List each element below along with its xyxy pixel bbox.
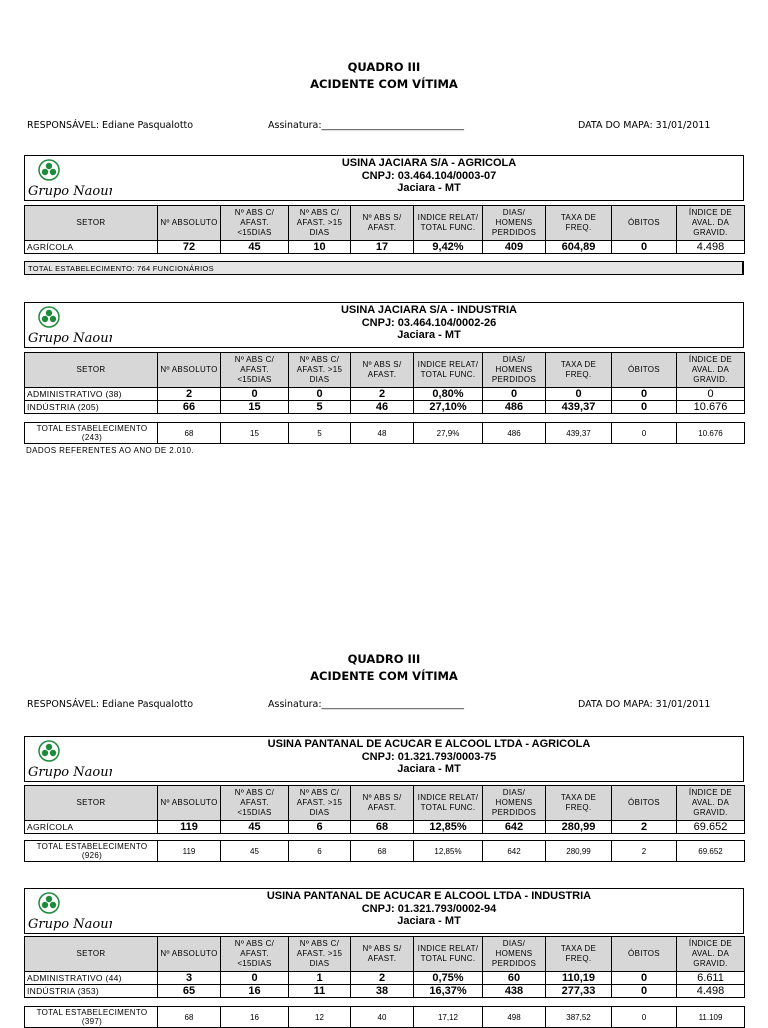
col-header: ÍNDICE DE AVAL. DA GRAVID. [677, 353, 745, 388]
cell: 68 [351, 841, 414, 862]
cell: 68 [158, 1007, 221, 1028]
cell: 11 [289, 985, 351, 998]
col-header: Nº ABS S/ AFAST. [351, 786, 414, 821]
col-header: SETOR [25, 786, 158, 821]
cell: AGRÍCOLA [25, 821, 158, 834]
accident-table [24, 785, 745, 834]
cell: 10.676 [677, 401, 745, 414]
cell: 40 [351, 1007, 414, 1028]
table-row [25, 388, 745, 401]
total-row [25, 1007, 745, 1028]
company-city: Jaciara - MT [397, 182, 461, 194]
cell: 45 [221, 241, 289, 254]
table-row [25, 972, 745, 985]
cell: TOTAL ESTABELECIMENTO (397) [25, 1007, 158, 1028]
logo-wordmark: Grupo Naoum [28, 917, 112, 931]
cell: 2 [612, 841, 677, 862]
cell: 4.498 [677, 985, 745, 998]
col-header: ÓBITOS [612, 206, 677, 241]
company-name: USINA JACIARA S/A - AGRICOLA [341, 157, 517, 169]
cell: 2 [351, 388, 414, 401]
cell: 0 [677, 388, 745, 401]
company-cnpj: CNPJ: 01.321.793/0002-94 [361, 902, 497, 915]
col-header: ÍNDICE DE AVAL. DA GRAVID. [677, 786, 745, 821]
cell: 48 [351, 423, 414, 444]
col-header: Nº ABS C/ AFAST. <15DIAS [221, 353, 289, 388]
company-cnpj: CNPJ: 03.464.104/0003-07 [361, 169, 497, 182]
cell: 439,37 [546, 401, 612, 414]
cell: 0 [221, 972, 289, 985]
cell: 15 [221, 401, 289, 414]
table-header-row [25, 937, 745, 972]
responsavel-row [0, 699, 768, 713]
col-header: DIAS/ HOMENS PERDIDOS [483, 937, 546, 972]
data-note: DADOS REFERENTES AO ANO DE 2.010. [26, 446, 194, 455]
cell: 119 [158, 841, 221, 862]
block-header [24, 302, 744, 348]
col-header: Nº ABS C/ AFAST. >15 DIAS [289, 786, 351, 821]
cell: 4.498 [677, 241, 745, 254]
cell: 0 [612, 241, 677, 254]
company-name: USINA PANTANAL DE ACUCAR E ALCOOL LTDA - AGRICOLA [267, 738, 591, 750]
company-city: Jaciara - MT [397, 915, 461, 927]
cell: 46 [351, 401, 414, 414]
table-row [25, 985, 745, 998]
col-header: Nº ABS C/ AFAST. >15 DIAS [289, 353, 351, 388]
cell: 10.676 [677, 423, 745, 444]
table-header-row [25, 206, 745, 241]
cell: 9,42% [414, 241, 483, 254]
quadro-title: QUADRO III [347, 652, 421, 666]
cell: 0 [483, 388, 546, 401]
logo-wordmark: Grupo Naoum [28, 331, 112, 345]
cell: 277,33 [546, 985, 612, 998]
col-header: ÍNDICE DE AVAL. DA GRAVID. [677, 937, 745, 972]
total-row [25, 423, 745, 444]
cell: 280,99 [546, 841, 612, 862]
accident-table [24, 936, 745, 998]
cell: 68 [158, 423, 221, 444]
quadro-subtitle: ACIDENTE COM VÍTIMA [310, 77, 458, 91]
cell: TOTAL ESTABELECIMENTO (926) [25, 841, 158, 862]
cell: 72 [158, 241, 221, 254]
col-header: INDICE RELAT/ TOTAL FUNC. [414, 353, 483, 388]
col-header: TAXA DE FREQ. [546, 353, 612, 388]
assinatura-text: Assinatura:______________________________ [268, 699, 465, 710]
cell: 6 [289, 821, 351, 834]
company-cnpj: CNPJ: 03.464.104/0002-26 [361, 316, 497, 329]
cell: 642 [483, 841, 546, 862]
cell: 17 [351, 241, 414, 254]
cell: 12 [289, 1007, 351, 1028]
company-name: USINA PANTANAL DE ACUCAR E ALCOOL LTDA - INDUSTRIA [266, 890, 592, 902]
cell: 15 [221, 423, 289, 444]
cell: 0 [612, 985, 677, 998]
col-header: SETOR [25, 206, 158, 241]
cell: 486 [483, 423, 546, 444]
total-table [24, 840, 745, 862]
cell: 12,85% [414, 841, 483, 862]
grupo-naoum-logo [28, 891, 112, 931]
block-header [24, 888, 744, 934]
cell: 0 [612, 1007, 677, 1028]
total-estabelecimento-line: TOTAL ESTABELECIMENTO: 764 FUNCIONÁRIOS [24, 261, 744, 275]
col-header: Nº ABS S/ AFAST. [351, 937, 414, 972]
cell: 2 [158, 388, 221, 401]
cell: 438 [483, 985, 546, 998]
cell: 6.611 [677, 972, 745, 985]
data-mapa-text: DATA DO MAPA: 31/01/2011 [578, 120, 711, 131]
grupo-naoum-logo [28, 305, 112, 345]
cell: ADMINISTRATIVO (38) [25, 388, 158, 401]
col-header: TAXA DE FREQ. [546, 786, 612, 821]
cell: 65 [158, 985, 221, 998]
cell: AGRÍCOLA [25, 241, 158, 254]
block-header [24, 155, 744, 201]
table-header-row [25, 353, 745, 388]
table-row [25, 401, 745, 414]
cell: 0 [612, 423, 677, 444]
col-header: Nº ABS C/ AFAST. <15DIAS [221, 786, 289, 821]
col-header: Nº ABS C/ AFAST. <15DIAS [221, 206, 289, 241]
cell: INDÚSTRIA (205) [25, 401, 158, 414]
col-header: INDICE RELAT/ TOTAL FUNC. [414, 206, 483, 241]
cell: 2 [612, 821, 677, 834]
company-city: Jaciara - MT [397, 763, 461, 775]
col-header: SETOR [25, 937, 158, 972]
cell: 498 [483, 1007, 546, 1028]
col-header: DIAS/ HOMENS PERDIDOS [483, 206, 546, 241]
cell: 45 [221, 841, 289, 862]
cell: TOTAL ESTABELECIMENTO (243) [25, 423, 158, 444]
quadro-title: QUADRO III [347, 60, 421, 74]
cell: 45 [221, 821, 289, 834]
cell: 60 [483, 972, 546, 985]
cell: 0 [546, 388, 612, 401]
data-mapa-text: DATA DO MAPA: 31/01/2011 [578, 699, 711, 710]
cell: 0 [221, 388, 289, 401]
cell: 38 [351, 985, 414, 998]
col-header: ÓBITOS [612, 353, 677, 388]
cell: 387,52 [546, 1007, 612, 1028]
col-header: Nº ABSOLUTO [158, 353, 221, 388]
col-header: ÓBITOS [612, 937, 677, 972]
total-table [24, 422, 745, 444]
company-cnpj: CNPJ: 01.321.793/0003-75 [361, 750, 497, 763]
col-header: Nº ABS S/ AFAST. [351, 206, 414, 241]
company-city: Jaciara - MT [397, 329, 461, 341]
col-header: SETOR [25, 353, 158, 388]
col-header: Nº ABS C/ AFAST. >15 DIAS [289, 206, 351, 241]
col-header: INDICE RELAT/ TOTAL FUNC. [414, 786, 483, 821]
table-row [25, 821, 745, 834]
col-header: Nº ABSOLUTO [158, 786, 221, 821]
cell: 11.109 [677, 1007, 745, 1028]
table-header-row [25, 786, 745, 821]
cell: 3 [158, 972, 221, 985]
quadro-subtitle: ACIDENTE COM VÍTIMA [310, 669, 458, 683]
table-row [25, 241, 745, 254]
logo-wordmark: Grupo Naoum [28, 765, 112, 779]
accident-table [24, 352, 745, 414]
responsavel-row [0, 120, 768, 134]
cell: 0 [289, 388, 351, 401]
cell: 486 [483, 401, 546, 414]
cell: 642 [483, 821, 546, 834]
col-header: Nº ABSOLUTO [158, 206, 221, 241]
company-name: USINA JACIARA S/A - INDUSTRIA [340, 304, 517, 316]
cell: 16 [221, 985, 289, 998]
cell: 16,37% [414, 985, 483, 998]
cell: 69.652 [677, 821, 745, 834]
col-header: TAXA DE FREQ. [546, 937, 612, 972]
cell: 66 [158, 401, 221, 414]
assinatura-text: Assinatura:______________________________ [268, 120, 465, 131]
cell: 10 [289, 241, 351, 254]
grupo-naoum-logo [28, 158, 112, 198]
col-header: INDICE RELAT/ TOTAL FUNC. [414, 937, 483, 972]
responsavel-text: RESPONSÁVEL: Ediane Pasqualotto [27, 699, 194, 710]
responsavel-text: RESPONSÁVEL: Ediane Pasqualotto [27, 120, 194, 131]
col-header: Nº ABS C/ AFAST. >15 DIAS [289, 937, 351, 972]
total-row [25, 841, 745, 862]
cell: 27,10% [414, 401, 483, 414]
grupo-naoum-logo [28, 739, 112, 779]
logo-wordmark: Grupo Naoum [28, 184, 112, 198]
col-header: Nº ABS S/ AFAST. [351, 353, 414, 388]
col-header: ÓBITOS [612, 786, 677, 821]
cell: 12,85% [414, 821, 483, 834]
cell: 604,89 [546, 241, 612, 254]
cell: 17,12 [414, 1007, 483, 1028]
cell: 280,99 [546, 821, 612, 834]
cell: 439,37 [546, 423, 612, 444]
cell: 409 [483, 241, 546, 254]
cell: 69.652 [677, 841, 745, 862]
cell: 110,19 [546, 972, 612, 985]
cell: 0 [612, 401, 677, 414]
cell: 5 [289, 423, 351, 444]
cell: 0 [612, 972, 677, 985]
cell: 68 [351, 821, 414, 834]
cell: 0,80% [414, 388, 483, 401]
col-header: Nº ABSOLUTO [158, 937, 221, 972]
col-header: Nº ABS C/ AFAST. <15DIAS [221, 937, 289, 972]
cell: INDÚSTRIA (353) [25, 985, 158, 998]
col-header: ÍNDICE DE AVAL. DA GRAVID. [677, 206, 745, 241]
cell: ADMINISTRATIVO (44) [25, 972, 158, 985]
col-header: DIAS/ HOMENS PERDIDOS [483, 786, 546, 821]
cell: 119 [158, 821, 221, 834]
cell: 1 [289, 972, 351, 985]
accident-table [24, 205, 745, 254]
cell: 6 [289, 841, 351, 862]
cell: 0,75% [414, 972, 483, 985]
cell: 27,9% [414, 423, 483, 444]
cell: 2 [351, 972, 414, 985]
block-header [24, 736, 744, 782]
cell: 16 [221, 1007, 289, 1028]
cell: 5 [289, 401, 351, 414]
col-header: TAXA DE FREQ. [546, 206, 612, 241]
total-table [24, 1006, 745, 1028]
cell: 0 [612, 388, 677, 401]
col-header: DIAS/ HOMENS PERDIDOS [483, 353, 546, 388]
